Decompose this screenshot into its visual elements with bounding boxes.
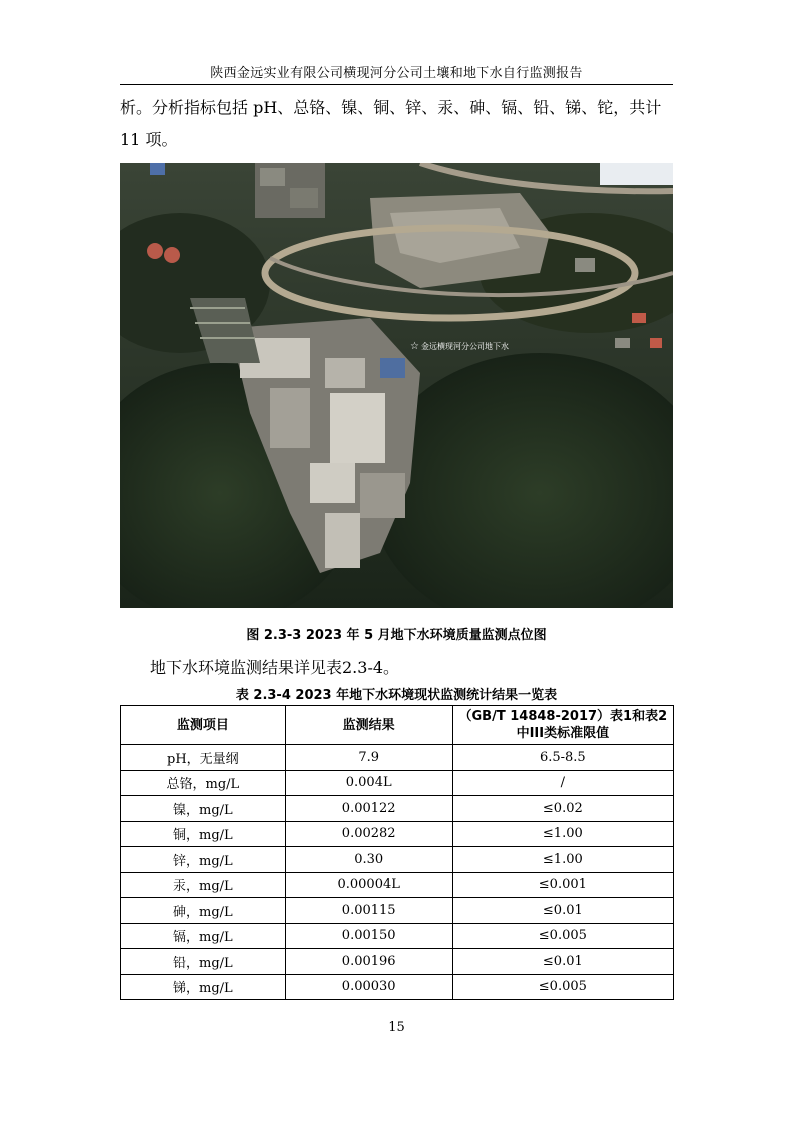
cell-item: 镍，mg/L (121, 796, 286, 822)
table-row (121, 847, 674, 873)
cell-limit: 6.5-8.5 (452, 745, 673, 771)
cell-result: 0.00196 (285, 949, 452, 975)
table-row (121, 872, 674, 898)
cell-limit: ≤0.005 (452, 974, 673, 1000)
table-row (121, 898, 674, 924)
table-row (121, 821, 674, 847)
cell-item: 总铬，mg/L (121, 770, 286, 796)
table-row (121, 974, 674, 1000)
satellite-map-graphic (120, 163, 673, 608)
table-row (121, 923, 674, 949)
cell-item: 铅，mg/L (121, 949, 286, 975)
table-row (121, 949, 674, 975)
cell-item: 汞，mg/L (121, 872, 286, 898)
cell-limit: ≤0.005 (452, 923, 673, 949)
cell-result: 0.00122 (285, 796, 452, 822)
intro-paragraph: 析。分析指标包括 pH、总铬、镍、铜、锌、汞、砷、镉、铅、锑、铊，共计 11 项。 (120, 98, 662, 149)
table-row (121, 745, 674, 771)
cell-item: 锑，mg/L (121, 974, 286, 1000)
cell-result: 0.00004L (285, 872, 452, 898)
table-reference-paragraph: 地下水环境监测结果详见表2.3-4。 (150, 658, 400, 677)
header-item: 监测项目 (121, 706, 286, 745)
table-row (121, 770, 674, 796)
cell-result: 0.30 (285, 847, 452, 873)
cell-item: pH，无量纲 (121, 745, 286, 771)
cell-limit: ≤0.01 (452, 949, 673, 975)
table-row (121, 796, 674, 822)
cell-item: 砷，mg/L (121, 898, 286, 924)
groundwater-results-table (120, 705, 674, 1000)
header-standard-limit: （GB/T 14848-2017）表1和表2中III类标准限值 (452, 706, 673, 745)
cell-item: 锌，mg/L (121, 847, 286, 873)
cell-result: 0.00282 (285, 821, 452, 847)
header-result: 监测结果 (285, 706, 452, 745)
satellite-map-image (120, 163, 673, 608)
cell-result: 0.00150 (285, 923, 452, 949)
cell-limit: ≤0.02 (452, 796, 673, 822)
cell-limit: ≤0.001 (452, 872, 673, 898)
cell-limit: / (452, 770, 673, 796)
page-header: 陕西金远实业有限公司横现河分公司土壤和地下水自行监测报告 (120, 62, 673, 85)
cell-result: 0.004L (285, 770, 452, 796)
monitoring-point-label-text: 金远横现河分公司地下水 (420, 342, 509, 351)
star-marker-icon: ☆ (410, 341, 419, 352)
cell-limit: ≤1.00 (452, 847, 673, 873)
cell-result: 7.9 (285, 745, 452, 771)
page-number: 15 (388, 1020, 405, 1035)
monitoring-point-label (410, 341, 509, 352)
cell-item: 镉，mg/L (121, 923, 286, 949)
table-caption: 表 2.3-4 2023 年地下水环境现状监测统计结果一览表 (235, 688, 558, 703)
figure-caption: 图 2.3-3 2023 年 5 月地下水环境质量监测点位图 (246, 628, 547, 643)
cell-limit: ≤1.00 (452, 821, 673, 847)
cell-result: 0.00115 (285, 898, 452, 924)
cell-item: 铜，mg/L (121, 821, 286, 847)
cell-limit: ≤0.01 (452, 898, 673, 924)
table-header-row (121, 706, 674, 745)
cell-result: 0.00030 (285, 974, 452, 1000)
